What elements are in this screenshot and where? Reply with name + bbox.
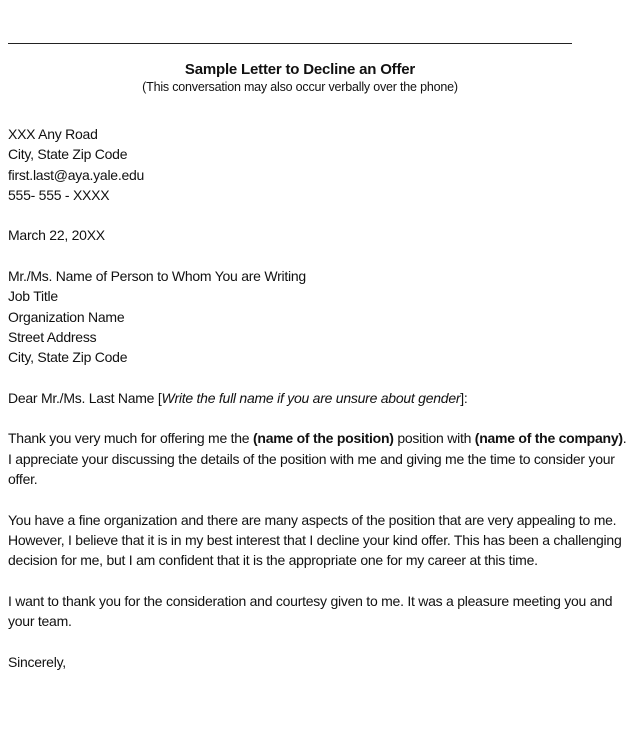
paragraph-2 xyxy=(8,510,622,571)
closing: Sincerely, xyxy=(8,653,66,670)
sender-email: first.last@aya.yale.edu xyxy=(8,166,145,183)
sender-address-line1: XXX Any Road xyxy=(8,126,98,142)
document-title: Sample Letter to Decline an Offer xyxy=(184,61,416,78)
date-block xyxy=(8,225,578,245)
recipient-street: Street Address xyxy=(8,328,97,345)
sender-phone: 555- 555 - XXXX xyxy=(8,186,110,203)
paragraph-2-line-2: However, I believe that it is in my best interest that I decline your kind offer. This has been a challenging xyxy=(8,531,622,548)
paragraph-1 xyxy=(8,428,623,489)
paragraph-1-text-c: position with xyxy=(393,430,475,447)
recipient-organization: Organization Name xyxy=(8,308,125,325)
letter-body xyxy=(8,124,623,672)
paragraph-2-line-1: You have a fine organization and there are many aspects of the position that are very appealing to me. xyxy=(8,511,617,528)
sender-address-line2: City, State Zip Code xyxy=(8,146,128,163)
sender-address-block xyxy=(8,124,578,205)
salutation-suffix: ]: xyxy=(460,389,468,406)
recipient-city: City, State Zip Code xyxy=(8,349,128,366)
closing-block xyxy=(8,652,578,672)
recipient-name: Mr./Ms. Name of Person to Whom You are Writing xyxy=(8,268,306,285)
salutation-note: Write the full name if you are unsure about gender xyxy=(161,389,461,406)
company-placeholder: (name of the company) xyxy=(474,430,623,447)
recipient-address-block xyxy=(8,266,578,367)
letter-date: March 22, 20XX xyxy=(8,227,105,244)
paragraph-1-text-a: Thank you very much for offering me the xyxy=(8,430,253,447)
document-subtitle: (This conversation may also occur verbally over the phone) xyxy=(142,80,458,94)
paragraph-3-line-1: I want to thank you for the consideration and courtesy given to me. It was a pleasure meeting you and xyxy=(8,592,613,609)
paragraph-2-line-3: decision for me, but I am confident that it is the appropriate one for my career at this time. xyxy=(8,552,538,569)
top-divider xyxy=(8,43,572,44)
recipient-job-title: Job Title xyxy=(8,288,58,305)
paragraph-3 xyxy=(8,591,613,632)
salutation-prefix: Dear Mr./Ms. Last Name [ xyxy=(8,389,162,406)
salutation xyxy=(8,388,578,408)
paragraph-1-line-3: offer. xyxy=(8,471,38,488)
position-placeholder: (name of the position) xyxy=(252,430,394,447)
paragraph-1-line-2: I appreciate your discussing the details of the position with me and giving me the time to consider your xyxy=(8,450,615,467)
paragraph-3-line-2: your team. xyxy=(8,613,72,630)
